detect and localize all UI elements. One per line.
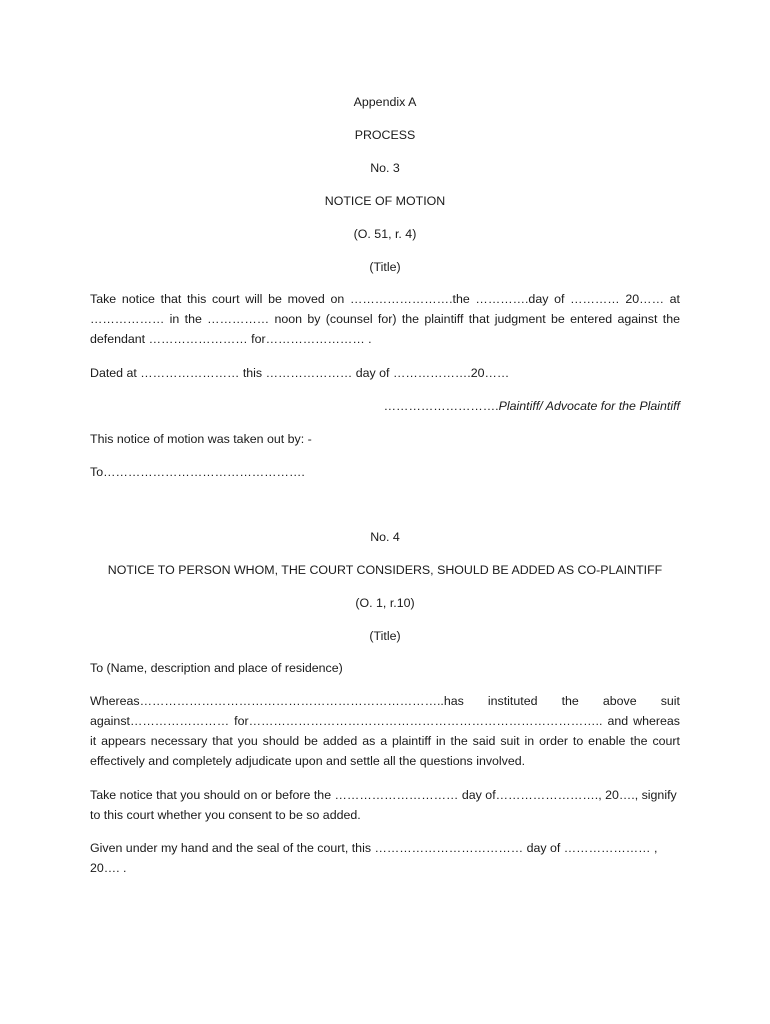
given-under-paragraph: Given under my hand and the seal of the court, this ……………………………… day of ………………… , 20…. . [90, 841, 658, 875]
signature-role: Plaintiff/ Advocate for the Plaintiff [498, 399, 680, 413]
order-rule: (O. 51, r. 4) [353, 227, 417, 241]
process-heading: PROCESS [354, 128, 416, 142]
notice-paragraph: Take notice that this court will be moved on …………………….the ………….day of ………… 20…… at ……………… in the …………… noon by (counsel for) the plaintiff that judgment be entered against the defendant …………………… for…………………… . [90, 292, 680, 346]
addressee-line: To (Name, description and place of residence) [90, 661, 343, 675]
signature-line [90, 398, 680, 414]
taken-out-line: This notice of motion was taken out by: - [90, 432, 312, 446]
signature-dots: ………………………. [383, 399, 499, 413]
form-heading: NOTICE TO PERSON WHOM, THE COURT CONSIDERS, SHOULD BE ADDED AS CO-PLAINTIFF [107, 563, 663, 577]
title-placeholder: (Title) [369, 260, 401, 274]
form-number: No. 4 [370, 530, 400, 544]
form-number: No. 3 [370, 161, 400, 175]
dated-line: Dated at …………………… this ………………… day of ……………….20…… [90, 366, 510, 380]
to-line: To…………………………………………. [90, 465, 305, 479]
appendix-label: Appendix A [353, 95, 417, 109]
whereas-paragraph: Whereas………………………………………………………………..has instituted the above suit against…………………… for………………………………………………………………………….. and whereas it appears necessary that you should be added as a plaintiff in the said suit in order to enable the court effectively and completely adjudicate upon and settle all the questions involved. [90, 694, 680, 768]
title-placeholder: (Title) [369, 629, 401, 643]
order-rule: (O. 1, r.10) [355, 596, 415, 610]
take-notice-paragraph: Take notice that you should on or before the ………………………… day of……………………., 20…., signify to this court whether you consent to be so added. [90, 788, 677, 822]
form-heading: NOTICE OF MOTION [324, 194, 446, 208]
